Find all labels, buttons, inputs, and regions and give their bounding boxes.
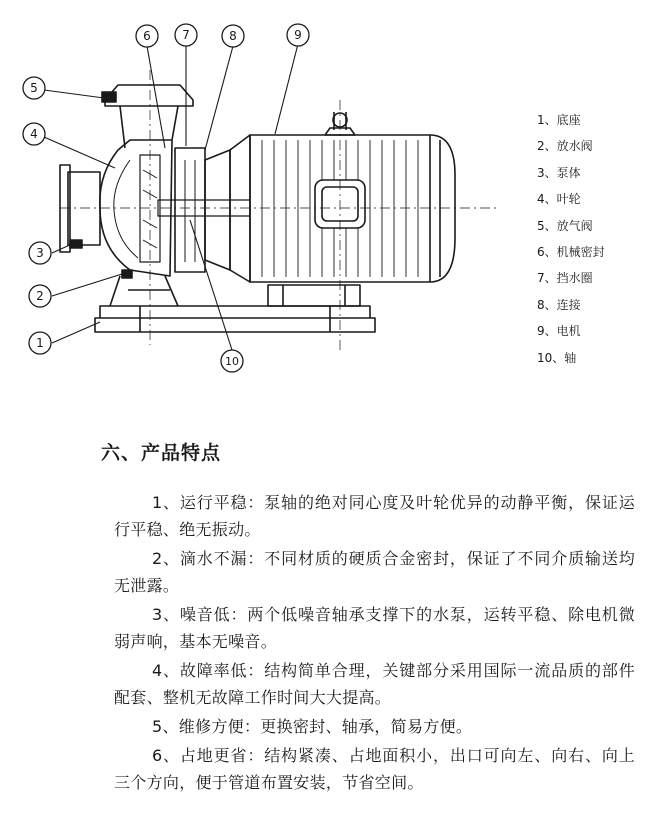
section-title: 六、产品特点 bbox=[101, 442, 222, 464]
legend-item: 1、底座 bbox=[537, 113, 581, 127]
parts-legend bbox=[537, 107, 605, 371]
callout-markers bbox=[23, 24, 309, 372]
callout-2: 2 bbox=[36, 289, 44, 303]
feature-paragraph: 5、维修方便：更换密封、轴承，简易方便。 bbox=[152, 717, 473, 736]
feature-paragraph: 6、占地更省：结构紧凑、占地面积小，出口可向左、向右、向上三个方向，便于管道布置安装，节省空间。 bbox=[114, 746, 635, 792]
legend-item: 2、放水阀 bbox=[537, 139, 593, 154]
feature-list bbox=[114, 489, 635, 798]
legend-item: 7、挡水圈 bbox=[537, 271, 593, 286]
suction-inlet bbox=[68, 172, 100, 245]
feature-paragraph: 2、滴水不漏：不同材质的硬质合金密封，保证了不同介质输送均无泄露。 bbox=[114, 549, 635, 595]
callout-3: 3 bbox=[36, 246, 44, 260]
pump-drawing bbox=[60, 70, 500, 350]
feature-paragraph: 3、噪音低：两个低噪音轴承支撑下的水泵，运转平稳、除电机微弱声响，基本无噪音。 bbox=[114, 605, 635, 651]
legend-item: 8、连接 bbox=[537, 297, 581, 312]
feature-paragraph: 4、故障率低：结构简单合理，关键部分采用国际一流品质的部件配套、整机无故障工作时间大大提高。 bbox=[114, 661, 635, 707]
callout-numbers bbox=[30, 28, 302, 368]
legend-item: 9、电机 bbox=[537, 324, 581, 339]
base-plate bbox=[95, 318, 375, 332]
callout-8: 8 bbox=[229, 29, 237, 43]
callout-6: 6 bbox=[143, 29, 151, 43]
callout-4: 4 bbox=[30, 127, 38, 141]
legend-item: 6、机械密封 bbox=[537, 244, 605, 259]
callout-5: 5 bbox=[30, 81, 38, 95]
pump-structure-diagram bbox=[0, 0, 520, 380]
callout-1: 1 bbox=[36, 336, 44, 350]
callout-10: 10 bbox=[225, 355, 239, 368]
callout-7: 7 bbox=[182, 28, 190, 42]
legend-item: 4、叶轮 bbox=[537, 192, 581, 207]
legend-item: 10、轴 bbox=[537, 350, 577, 365]
legend-item: 5、放气阀 bbox=[537, 218, 593, 233]
legend-item: 3、泵体 bbox=[537, 165, 581, 180]
feature-paragraph: 1、运行平稳：泵轴的绝对同心度及叶轮优异的动静平衡，保证运行平稳、绝无振动。 bbox=[114, 493, 635, 539]
callout-9: 9 bbox=[294, 28, 302, 42]
